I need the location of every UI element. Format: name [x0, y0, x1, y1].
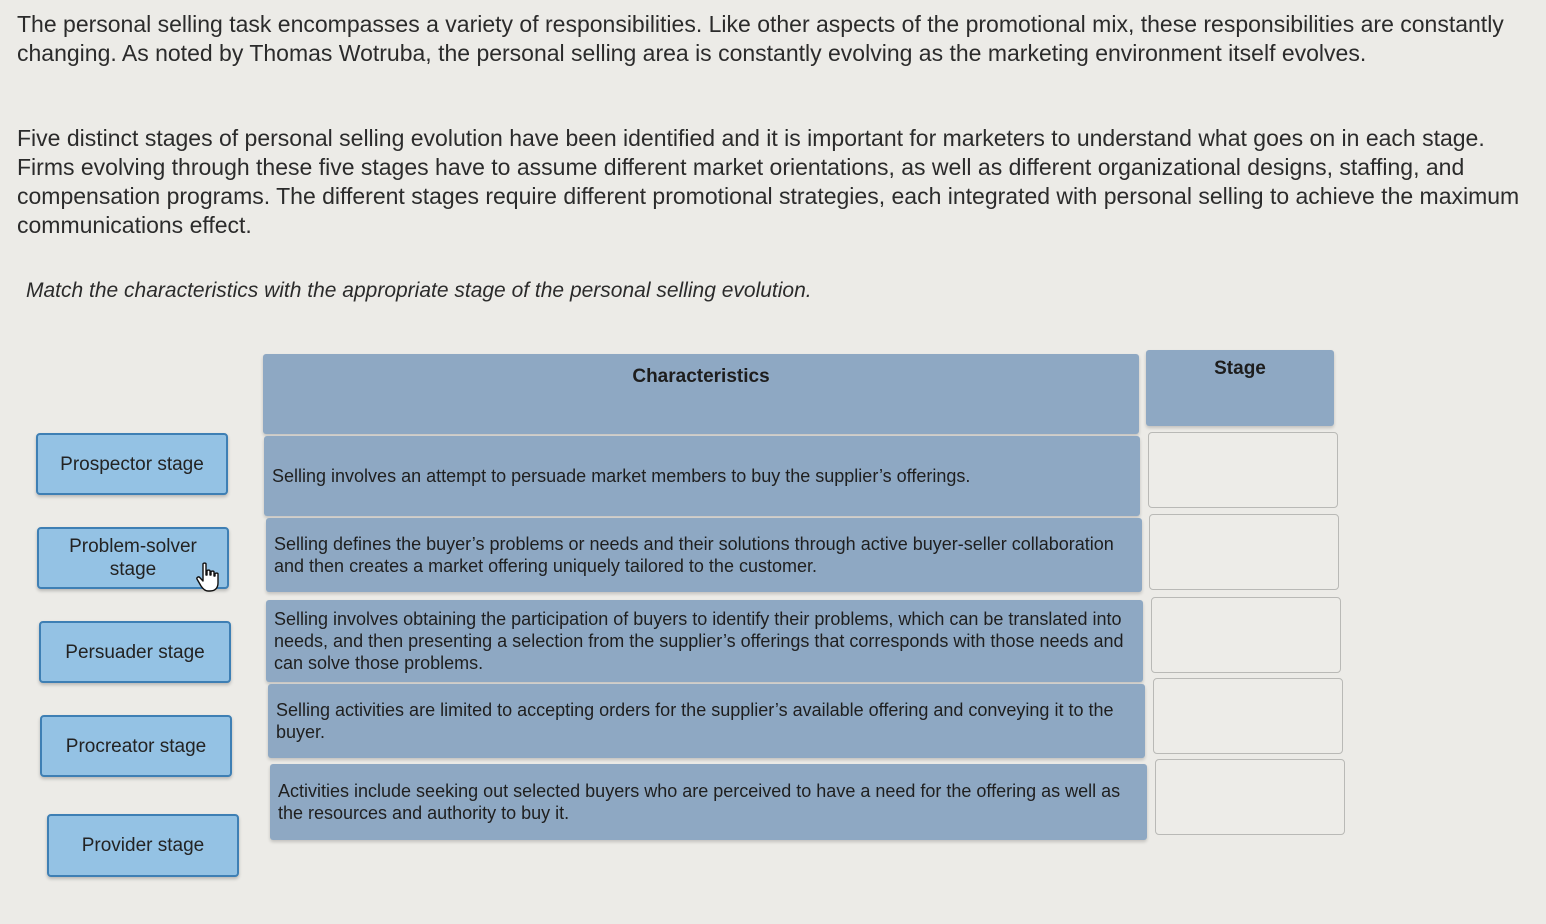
instruction-text: Match the characteristics with the appropriate stage of the personal selling evolution.	[26, 279, 812, 302]
characteristic-row-1: Selling involves an attempt to persuade market members to buy the supplier’s offerings.	[264, 436, 1140, 516]
provider-stage-button[interactable]: Provider stage	[47, 814, 239, 877]
characteristic-row-4: Selling activities are limited to accepting orders for the supplier’s available offering and conveying it to the buyer.	[268, 684, 1145, 758]
intro-paragraph-2: Five distinct stages of personal selling evolution have been identified and it is important for marketers to understand what goes on in each stage. Firms evolving through these five stages have to assume different market orientations, as well as different organizational designs, staffing, and compensation programs. The different stages require different promotional strategies, each integrated with personal selling to achieve the maximum communications effect.	[17, 125, 1520, 238]
intro-paragraph-1: The personal selling task encompasses a variety of responsibilities. Like other aspects of the promotional mix, these responsibilities are constantly changing. As noted by Thomas Wotruba, the personal selling area is constantly evolving as the marketing environment itself evolves.	[17, 11, 1504, 66]
stage-drop-zone-4[interactable]	[1153, 678, 1343, 754]
stage-drop-zone-5[interactable]	[1155, 759, 1345, 835]
stage-header: Stage	[1146, 350, 1334, 426]
prospector-stage-button[interactable]: Prospector stage	[36, 433, 228, 495]
problem-solver-stage-button[interactable]: Problem-solver stage	[37, 527, 229, 589]
characteristic-row-5: Activities include seeking out selected buyers who are perceived to have a need for the offering as well as the resources and authority to buy it.	[270, 764, 1147, 840]
hand-pointer-icon	[196, 562, 222, 592]
characteristic-row-3: Selling involves obtaining the participation of buyers to identify their problems, which can be translated into needs, and then presenting a selection from the supplier’s offerings that corresponds with those needs and can solve those problems.	[266, 600, 1143, 682]
characteristic-row-2: Selling defines the buyer’s problems or needs and their solutions through active buyer-seller collaboration and then creates a market offering uniquely tailored to the customer.	[266, 518, 1142, 592]
persuader-stage-button[interactable]: Persuader stage	[39, 621, 231, 683]
stage-drop-zone-2[interactable]	[1149, 514, 1339, 590]
procreator-stage-button[interactable]: Procreator stage	[40, 715, 232, 777]
stage-drop-zone-3[interactable]	[1151, 597, 1341, 673]
characteristics-header: Characteristics	[263, 354, 1139, 434]
stage-drop-zone-1[interactable]	[1148, 432, 1338, 508]
